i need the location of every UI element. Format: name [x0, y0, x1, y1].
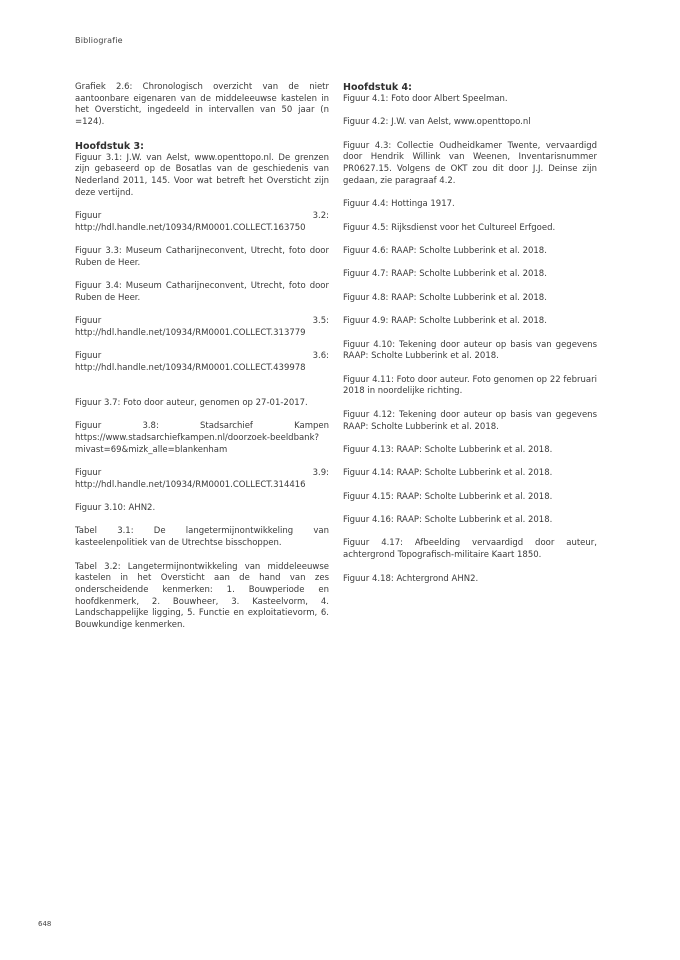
intro-entry: Grafiek 2.6: Chronologisch overzicht van de nietr aantoonbare eigenaren van de middeleeuwse kastelen in het Oversticht, ingedeeld in intervallen van 50 jaar (n =124).: [75, 82, 329, 128]
list-item: Figuur 3.3: Museum Catharijneconvent, Utrecht, foto door Ruben de Heer.: [75, 246, 329, 268]
list-item: Tabel 3.1: De langetermijnontwikkeling van kasteelenpolitiek van de Utrechtse bisschoppen.: [75, 526, 329, 549]
list-item: Figuur 4.13: RAAP: Scholte Lubberink et al. 2018.: [343, 444, 553, 455]
chapter-4-heading: Hoofdstuk 4:: [343, 82, 412, 93]
list-item: Figuur 4.10: Tekening door auteur op basis van gegevens RAAP: Scholte Lubberink et al. 2018.: [343, 339, 597, 362]
list-item: Figuur 3.1: J.W. van Aelst, www.openttopo.nl. De grenzen zijn gebaseerd op de Bosatlas van de geschiedenis van Nederland 2011, 145. Voor wat betreft het Oversticht zijn deze vertijnd.: [75, 152, 329, 198]
list-item: Figuur 4.9: RAAP: Scholte Lubberink et al. 2018.: [343, 316, 547, 327]
list-item: Figuur 4.11: Foto door auteur. Foto genomen op 22 februari 2018 in noordelijke richting.: [343, 374, 597, 397]
list-item: Tabel 3.2: Langetermijnontwikkeling van middeleeuwse kastelen in het Oversticht aan de hand van zes onderscheidende kenmerken: 1. Bouwperiode en hoofdkenmerk, 2. Bouwheer, 3. Kasteelvorm, 4. Landschappelijke ligging, 5. Functie en exploitatievorm, 6. Bouwkundige kenmerken.: [75, 561, 329, 631]
list-item: Figuur 4.2: J.W. van Aelst, www.openttopo.nl: [343, 117, 531, 128]
list-item: Figuur 3.8: Stadsarchief Kampen https://www.stadsarchiefkampen.nl/doorzoek-beeldbank?mivast=69&mizk_alle=blankenham: [75, 421, 329, 455]
list-item: Figuur 4.17: Afbeelding vervaardigd door auteur, achtergrond Topografisch-militaire Kaart 1850.: [343, 538, 597, 561]
list-item: Figuur 3.7: Foto door auteur, genomen op 27-01-2017.: [75, 397, 308, 408]
list-item: Figuur 4.16: RAAP: Scholte Lubberink et al. 2018.: [343, 515, 553, 526]
list-item: Figuur 3.4: Museum Catharijneconvent, Utrecht, foto door Ruben de Heer.: [75, 281, 329, 303]
list-item: Figuur 4.12: Tekening door auteur op basis van gegevens RAAP: Scholte Lubberink et al. 2018.: [343, 409, 597, 432]
left-column: [75, 82, 329, 643]
list-item: Figuur 4.8: RAAP: Scholte Lubberink et al. 2018.: [343, 292, 547, 303]
list-item: Figuur 3.2: http://hdl.handle.net/10934/RM0001.COLLECT.163750: [75, 211, 329, 233]
list-item: Figuur 3.9: http://hdl.handle.net/10934/RM0001.COLLECT.314416: [75, 467, 329, 490]
list-item: Figuur 4.1: Foto door Albert Speelman.: [343, 94, 508, 104]
list-item: Figuur 4.14: RAAP: Scholte Lubberink et al. 2018.: [343, 468, 553, 479]
running-head: Bibliografie: [75, 36, 123, 45]
list-item: Figuur 4.7: RAAP: Scholte Lubberink et al. 2018.: [343, 269, 547, 280]
list-item: Figuur 4.15: RAAP: Scholte Lubberink et al. 2018.: [343, 491, 553, 502]
list-item: Figuur 4.4: Hottinga 1917.: [343, 199, 455, 210]
list-item: Figuur 3.5: http://hdl.handle.net/10934/RM0001.COLLECT.313779: [75, 316, 329, 338]
list-item: Figuur 4.3: Collectie Oudheidkamer Twente, vervaardigd door Hendrik Willink van Weenen, Inventarisnummer PR0627.15. Volgens de OKT zou dit door J.J. Deinse zijn gedaan, zie paragraaf 4.2.: [343, 140, 597, 186]
list-item: Figuur 3.6: http://hdl.handle.net/10934/RM0001.COLLECT.439978: [75, 351, 329, 374]
page-number: 648: [38, 920, 52, 928]
list-item: Figuur 4.5: Rijksdienst voor het Cultureel Erfgoed.: [343, 222, 556, 233]
list-item: Figuur 4.18: Achtergrond AHN2.: [343, 573, 479, 584]
list-item: Figuur 4.6: RAAP: Scholte Lubberink et al. 2018.: [343, 246, 547, 257]
chapter-3-heading: Hoofdstuk 3:: [75, 140, 144, 152]
list-item: Figuur 3.10: AHN2.: [75, 503, 156, 514]
right-column: [343, 82, 597, 597]
